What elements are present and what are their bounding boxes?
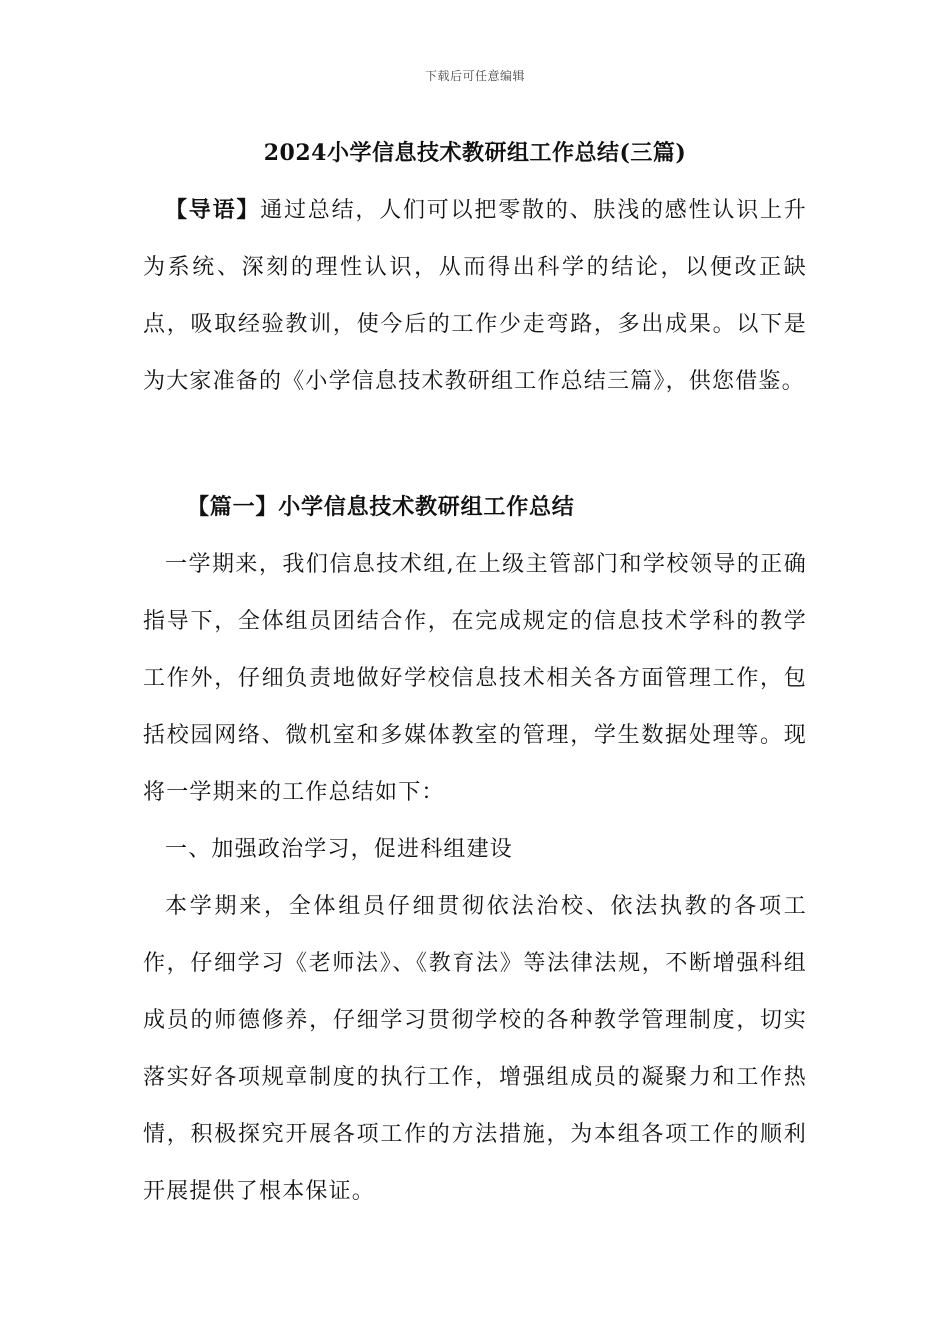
intro-text: 通过总结，人们可以把零散的、肤浅的感性认识上升为系统、深刻的理性认识，从而得出科学的结论，以便改正缺点，吸取经验教训，使今后的工作少走弯路，多出成果。以下是为大家准备的《小学信息技术教研组工作总结三篇》，供您借鉴。: [143, 198, 807, 394]
subheading-paragraph: 一、加强政治学习，促进科组建设: [165, 837, 514, 862]
section-heading: 【篇一】小学信息技术教研组工作总结: [187, 494, 575, 520]
section-body: [143, 536, 807, 1220]
intro-paragraph: [143, 182, 807, 410]
body-paragraph: 一学期来，我们信息技术组,在上级主管部门和学校领导的正确指导下，全体组员团结合作，在完成规定的信息技术学科的教学工作外，仔细负责地做好学校信息技术相关各方面管理工作，包括校园网络、微机室和多媒体教室的管理，学生数据处理等。现将一学期来的工作总结如下：: [143, 552, 807, 805]
intro-label: 【导语】: [165, 197, 261, 223]
intro-block: [143, 182, 807, 410]
header-note: 下载后可任意编辑: [424, 69, 525, 83]
body-paragraph: 本学期来，全体组员仔细贯彻依法治校、依法执教的各项工作，仔细学习《老师法》、《教育法》等法律法规，不断增强科组成员的师德修养，仔细学习贯彻学校的各种教学管理制度，切实落实好各项规章制度的执行工作，增强组成员的凝聚力和工作热情，积极探究开展各项工作的方法措施，为本组各项工作的顺利开展提供了根本保证。: [143, 894, 807, 1204]
document-title: 2024小学信息技术教研组工作总结(三篇): [263, 140, 687, 166]
